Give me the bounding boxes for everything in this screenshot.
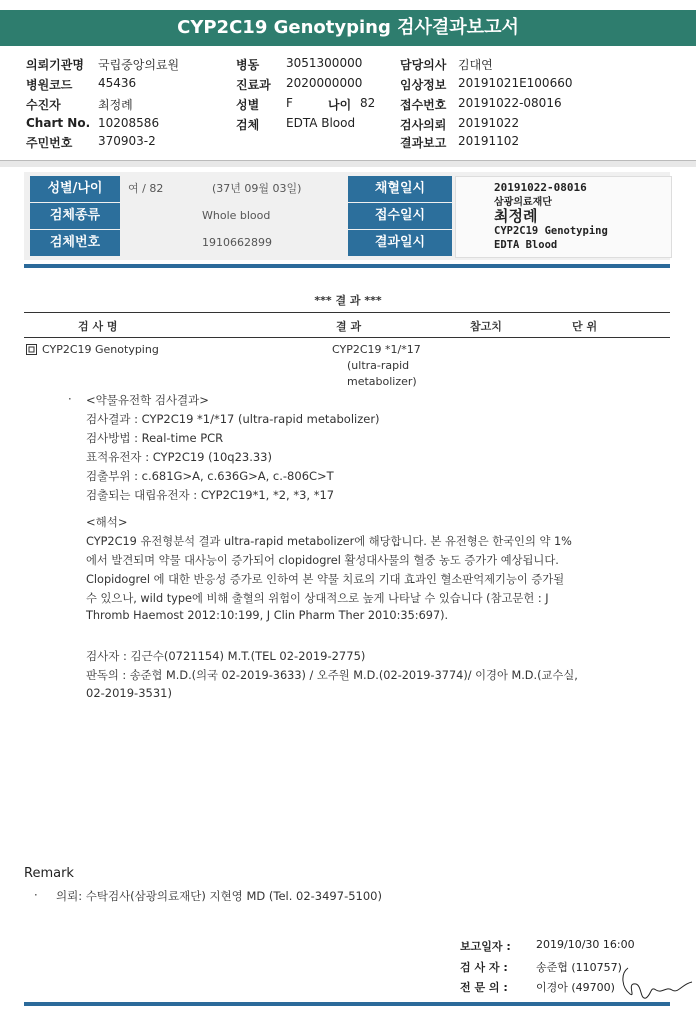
field-value: 20191022-08016 — [458, 96, 562, 110]
field-value: 최정례 — [98, 98, 133, 112]
bullet: · — [68, 392, 72, 406]
field-value: 82 — [360, 96, 376, 110]
field-label: 검사의뢰 — [400, 118, 447, 132]
result-value-line3: metabolizer) — [347, 375, 417, 388]
pharmaco-line: 검사결과 : CYP2C19 *1/*17 (ultra-rapid metabolizer) — [86, 412, 380, 426]
field-label: 접수번호 — [400, 98, 447, 112]
specimen-number-label: 검체번호 — [30, 230, 120, 256]
remark-text: 의뢰: 수탁검사(삼광의료재단) 지현영 MD (Tel. 02-3497-5100) — [56, 889, 382, 903]
interpretation-line: Clopidogrel 에 대한 반응성 증가로 인하여 본 약물 치료의 기대 효과인 혈소판억제기능이 증가될 — [86, 573, 565, 586]
field-value: 45436 — [98, 76, 137, 90]
label-receipt-number: 20191022-08016 — [494, 181, 587, 194]
remark-heading: Remark — [24, 866, 74, 881]
result-value-line1: CYP2C19 *1/*17 — [332, 343, 421, 356]
receive-datetime-label: 접수일시 — [348, 203, 452, 229]
blue-rule — [24, 264, 670, 268]
label-patient-name: 최정례 — [494, 207, 538, 225]
interpretation-heading: <해석> — [86, 515, 128, 529]
header-row — [236, 76, 363, 94]
header-row — [26, 56, 180, 74]
pharmaco-line: 표적유전자 : CYP2C19 (10q23.33) — [86, 450, 272, 464]
interpretation-line: 수 있으나, wild type에 비해 출혈의 위험이 상대적으로 높게 나타날 수 있습니다 (참고문헌 : J — [86, 592, 549, 605]
pharmaco-line: 검출되는 대립유전자 : CYP2C19*1, *2, *3, *17 — [86, 488, 335, 502]
blue-rule — [24, 1002, 670, 1006]
field-label: 진료과 — [236, 78, 271, 92]
interpretation-line: 에서 발견되며 약물 대사능이 증가되어 clopidogrel 활성대사물의 혈중 농도 증가가 예상됩니다. — [86, 554, 559, 567]
field-value: F — [286, 96, 293, 110]
field-value: 20191022 — [458, 116, 520, 130]
header-row — [26, 116, 160, 134]
label-institution: 삼광의료재단 — [494, 197, 552, 208]
column-test-name: 검 사 명 — [78, 320, 118, 333]
header-row — [400, 134, 520, 152]
header-row — [400, 56, 493, 74]
collect-datetime-label: 채혈일시 — [348, 176, 452, 202]
field-value: 20191102 — [458, 134, 520, 148]
table-top-rule — [24, 312, 670, 313]
header-row — [26, 96, 133, 114]
field-value: 20191021E100660 — [458, 76, 573, 90]
sex-age-label: 성별/나이 — [30, 176, 120, 202]
reviewer-line: 02-2019-3531) — [86, 686, 172, 700]
field-label: 성별 — [236, 98, 260, 112]
column-reference: 참고치 — [470, 320, 502, 333]
header-row — [26, 76, 137, 94]
test-name: CYP2C19 Genotyping — [42, 343, 159, 356]
field-value: 10208586 — [98, 116, 160, 130]
tester-line: 검사자 : 김근수(0721154) M.T.(TEL 02-2019-2775) — [86, 649, 366, 663]
signoff-label: 보고일자 : — [460, 940, 511, 953]
title-bar — [0, 0, 696, 48]
interpretation-line: Thromb Haemost 2012:10:199, J Clin Pharm Ther 2010:35:697). — [86, 609, 449, 622]
result-value-line2: (ultra-rapid — [347, 359, 410, 372]
header-row — [328, 96, 376, 114]
signoff-value: 송준협 (110757) — [536, 961, 622, 974]
column-result: 결 과 — [336, 320, 362, 333]
specimen-label-card — [455, 176, 672, 258]
report-title: CYP2C19 Genotyping 검사결과보고서 — [0, 10, 696, 46]
signoff-label: 검 사 자 : — [460, 961, 508, 974]
field-label: Chart No. — [26, 116, 91, 130]
field-value: 김대연 — [458, 58, 493, 72]
pharmaco-line: 검출부위 : c.681G>A, c.636G>A, c.-806C>T — [86, 469, 334, 483]
field-label: 나이 — [328, 98, 352, 112]
specimen-type-label: 검체종류 — [30, 203, 120, 229]
bullet: · — [34, 888, 38, 902]
field-value: 2020000000 — [286, 76, 363, 90]
field-label: 의뢰기관명 — [26, 58, 84, 72]
label-test-name: CYP2C19 Genotyping — [494, 225, 608, 237]
header-row — [236, 116, 356, 134]
sex-age-value: 여 / 82 — [128, 182, 164, 195]
field-label: 병동 — [236, 58, 260, 72]
field-label: 결과보고 — [400, 136, 447, 150]
interpretation-line: CYP2C19 유전형분석 결과 ultra-rapid metabolizer에 해당합니다. 본 유전형은 한국인의 약 1% — [86, 535, 572, 548]
field-value: 370903-2 — [98, 134, 156, 148]
signoff-value: 2019/10/30 16:00 — [536, 938, 635, 951]
results-heading: *** 결 과 *** — [314, 294, 382, 307]
header-row — [26, 134, 156, 152]
field-label: 주민번호 — [26, 136, 73, 150]
reviewer-line: 판독의 : 송준협 M.D.(의국 02-2019-3633) / 오주원 M.D.(02-2019-3774)/ 이경아 M.D.(교수실, — [86, 669, 578, 682]
signoff-value: 이경아 (49700) — [536, 981, 615, 994]
header-row — [236, 56, 363, 74]
section-divider — [0, 160, 696, 167]
header-row — [400, 76, 573, 94]
field-value: 국립중앙의료원 — [98, 58, 180, 72]
field-value: 3051300000 — [286, 56, 363, 70]
specimen-number-value: 1910662899 — [202, 236, 272, 249]
label-specimen: EDTA Blood — [494, 239, 558, 251]
header-row — [236, 96, 293, 114]
specimen-type-value: Whole blood — [202, 209, 271, 222]
column-unit: 단 위 — [572, 320, 598, 333]
field-label: 임상정보 — [400, 78, 447, 92]
field-value: EDTA Blood — [286, 116, 356, 130]
field-label: 병원코드 — [26, 78, 73, 92]
signoff-label: 전 문 의 : — [460, 981, 508, 994]
field-label: 검체 — [236, 118, 260, 132]
field-label: 담당의사 — [400, 58, 447, 72]
field-label: 수진자 — [26, 98, 61, 112]
pharmaco-line: 검사방법 : Real-time PCR — [86, 431, 224, 445]
table-header-rule — [24, 337, 670, 338]
birth-date-value: (37년 09월 03일) — [212, 182, 302, 195]
signature-icon — [606, 960, 694, 1008]
pharmaco-heading: <약물유전학 검사결과> — [86, 393, 209, 407]
result-datetime-label: 결과일시 — [348, 230, 452, 256]
header-row — [400, 116, 520, 134]
header-row — [400, 96, 562, 114]
test-box-icon — [26, 344, 37, 358]
